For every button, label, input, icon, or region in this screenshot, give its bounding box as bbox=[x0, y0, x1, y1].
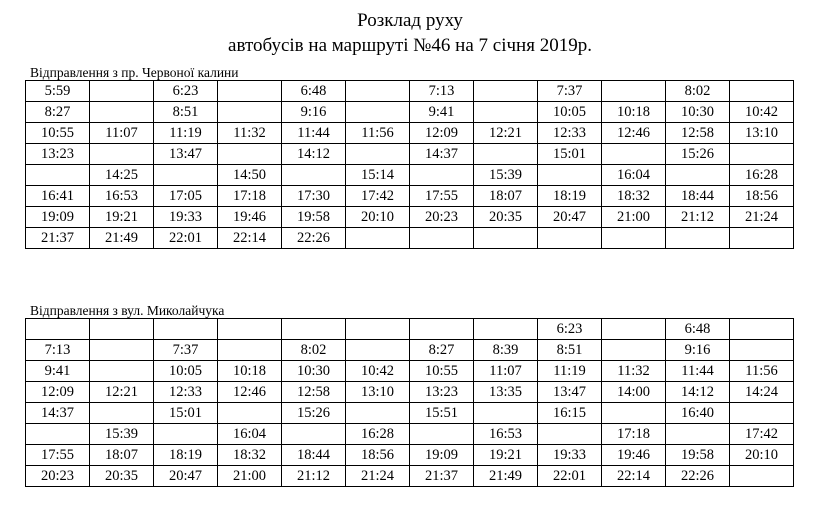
time-cell bbox=[730, 403, 794, 424]
time-cell: 13:47 bbox=[538, 382, 602, 403]
time-cell: 20:23 bbox=[26, 466, 90, 487]
time-cell: 12:33 bbox=[154, 382, 218, 403]
time-cell bbox=[90, 319, 154, 340]
time-cell: 21:12 bbox=[666, 207, 730, 228]
time-cell: 8:27 bbox=[410, 340, 474, 361]
time-cell: 17:18 bbox=[602, 424, 666, 445]
time-cell: 18:56 bbox=[346, 445, 410, 466]
time-cell: 12:46 bbox=[602, 123, 666, 144]
table-row bbox=[26, 424, 794, 445]
table-row bbox=[26, 102, 794, 123]
time-cell: 6:23 bbox=[154, 81, 218, 102]
table-row bbox=[26, 228, 794, 249]
time-cell bbox=[410, 319, 474, 340]
time-cell bbox=[26, 424, 90, 445]
table-row bbox=[26, 340, 794, 361]
time-cell: 18:44 bbox=[282, 445, 346, 466]
table-row bbox=[26, 403, 794, 424]
time-cell: 15:39 bbox=[474, 165, 538, 186]
table-row bbox=[26, 466, 794, 487]
time-cell: 20:10 bbox=[346, 207, 410, 228]
time-cell bbox=[474, 81, 538, 102]
time-cell: 13:47 bbox=[154, 144, 218, 165]
time-cell: 10:18 bbox=[218, 361, 282, 382]
time-cell: 22:01 bbox=[154, 228, 218, 249]
time-cell bbox=[154, 319, 218, 340]
time-cell: 21:00 bbox=[602, 207, 666, 228]
table-row bbox=[26, 361, 794, 382]
time-cell bbox=[218, 81, 282, 102]
time-cell: 15:51 bbox=[410, 403, 474, 424]
time-cell: 12:33 bbox=[538, 123, 602, 144]
time-cell bbox=[346, 340, 410, 361]
time-cell: 17:42 bbox=[346, 186, 410, 207]
time-cell: 8:02 bbox=[666, 81, 730, 102]
time-cell: 11:19 bbox=[538, 361, 602, 382]
time-cell: 11:07 bbox=[90, 123, 154, 144]
time-cell bbox=[730, 144, 794, 165]
time-cell: 20:10 bbox=[730, 445, 794, 466]
time-cell bbox=[730, 228, 794, 249]
time-cell: 19:33 bbox=[154, 207, 218, 228]
time-cell: 12:58 bbox=[666, 123, 730, 144]
time-cell bbox=[90, 340, 154, 361]
time-cell bbox=[730, 81, 794, 102]
time-cell bbox=[346, 319, 410, 340]
time-cell bbox=[538, 228, 602, 249]
time-cell: 11:07 bbox=[474, 361, 538, 382]
table-row bbox=[26, 144, 794, 165]
time-cell bbox=[218, 403, 282, 424]
time-cell: 16:53 bbox=[90, 186, 154, 207]
time-cell: 14:25 bbox=[90, 165, 154, 186]
time-cell: 10:05 bbox=[154, 361, 218, 382]
section-label-1: Відправлення з пр. Червоної калини bbox=[30, 65, 239, 80]
time-cell bbox=[602, 228, 666, 249]
time-cell bbox=[282, 319, 346, 340]
time-cell: 15:39 bbox=[90, 424, 154, 445]
time-cell: 20:23 bbox=[410, 207, 474, 228]
time-cell bbox=[346, 81, 410, 102]
time-cell bbox=[218, 319, 282, 340]
time-cell: 7:13 bbox=[410, 81, 474, 102]
time-cell bbox=[730, 319, 794, 340]
time-cell bbox=[474, 102, 538, 123]
time-cell: 12:58 bbox=[282, 382, 346, 403]
time-cell: 19:09 bbox=[26, 207, 90, 228]
time-cell: 14:00 bbox=[602, 382, 666, 403]
time-cell: 6:48 bbox=[666, 319, 730, 340]
time-cell bbox=[90, 361, 154, 382]
table-row bbox=[26, 123, 794, 144]
time-cell: 9:41 bbox=[410, 102, 474, 123]
time-cell: 21:12 bbox=[282, 466, 346, 487]
time-cell: 9:41 bbox=[26, 361, 90, 382]
time-cell bbox=[666, 228, 730, 249]
table-row bbox=[26, 165, 794, 186]
time-cell: 12:09 bbox=[26, 382, 90, 403]
time-cell: 10:42 bbox=[346, 361, 410, 382]
time-cell: 11:44 bbox=[666, 361, 730, 382]
time-cell: 16:04 bbox=[218, 424, 282, 445]
time-cell: 20:47 bbox=[154, 466, 218, 487]
time-cell: 13:35 bbox=[474, 382, 538, 403]
time-cell: 13:10 bbox=[346, 382, 410, 403]
time-cell: 17:30 bbox=[282, 186, 346, 207]
time-cell bbox=[666, 165, 730, 186]
time-cell: 8:39 bbox=[474, 340, 538, 361]
time-cell: 22:26 bbox=[282, 228, 346, 249]
time-cell bbox=[154, 165, 218, 186]
time-cell bbox=[666, 424, 730, 445]
time-cell: 14:37 bbox=[26, 403, 90, 424]
time-cell: 17:55 bbox=[26, 445, 90, 466]
title-line-1: Розклад руху bbox=[357, 10, 463, 31]
time-cell: 8:02 bbox=[282, 340, 346, 361]
time-cell: 15:14 bbox=[346, 165, 410, 186]
table-row bbox=[26, 186, 794, 207]
time-cell bbox=[90, 403, 154, 424]
time-cell: 6:23 bbox=[538, 319, 602, 340]
time-cell: 21:37 bbox=[26, 228, 90, 249]
time-cell bbox=[538, 165, 602, 186]
time-cell bbox=[474, 403, 538, 424]
time-cell: 17:18 bbox=[218, 186, 282, 207]
time-cell: 22:14 bbox=[218, 228, 282, 249]
time-cell: 7:37 bbox=[154, 340, 218, 361]
time-cell: 14:24 bbox=[730, 382, 794, 403]
schedule-table-1 bbox=[25, 80, 794, 249]
time-cell bbox=[26, 319, 90, 340]
table-row bbox=[26, 382, 794, 403]
time-cell: 20:35 bbox=[90, 466, 154, 487]
time-cell bbox=[90, 81, 154, 102]
time-cell: 9:16 bbox=[666, 340, 730, 361]
time-cell: 21:00 bbox=[218, 466, 282, 487]
table-row bbox=[26, 319, 794, 340]
time-cell: 12:21 bbox=[474, 123, 538, 144]
table-row bbox=[26, 81, 794, 102]
time-cell: 19:46 bbox=[602, 445, 666, 466]
time-cell: 7:37 bbox=[538, 81, 602, 102]
time-cell: 13:10 bbox=[730, 123, 794, 144]
time-cell: 11:56 bbox=[346, 123, 410, 144]
time-cell: 19:21 bbox=[474, 445, 538, 466]
time-cell: 22:26 bbox=[666, 466, 730, 487]
time-cell bbox=[90, 144, 154, 165]
time-cell: 16:53 bbox=[474, 424, 538, 445]
time-cell: 16:04 bbox=[602, 165, 666, 186]
time-cell: 16:41 bbox=[26, 186, 90, 207]
time-cell bbox=[346, 102, 410, 123]
time-cell: 16:15 bbox=[538, 403, 602, 424]
time-cell: 18:32 bbox=[218, 445, 282, 466]
time-cell bbox=[218, 102, 282, 123]
time-cell: 8:51 bbox=[538, 340, 602, 361]
time-cell: 13:23 bbox=[26, 144, 90, 165]
time-cell: 14:50 bbox=[218, 165, 282, 186]
time-cell bbox=[602, 81, 666, 102]
time-cell: 16:28 bbox=[730, 165, 794, 186]
time-cell: 21:24 bbox=[346, 466, 410, 487]
time-cell bbox=[346, 144, 410, 165]
time-cell: 17:05 bbox=[154, 186, 218, 207]
time-cell bbox=[730, 466, 794, 487]
time-cell: 14:12 bbox=[666, 382, 730, 403]
time-cell bbox=[282, 424, 346, 445]
time-cell bbox=[730, 340, 794, 361]
time-cell bbox=[26, 165, 90, 186]
page-title bbox=[0, 8, 820, 58]
time-cell bbox=[474, 144, 538, 165]
time-cell: 8:27 bbox=[26, 102, 90, 123]
time-cell: 8:51 bbox=[154, 102, 218, 123]
time-cell bbox=[410, 228, 474, 249]
time-cell: 15:01 bbox=[538, 144, 602, 165]
time-cell bbox=[218, 340, 282, 361]
time-cell: 11:56 bbox=[730, 361, 794, 382]
time-cell: 18:07 bbox=[474, 186, 538, 207]
time-cell: 18:44 bbox=[666, 186, 730, 207]
time-cell: 5:59 bbox=[26, 81, 90, 102]
time-cell: 10:30 bbox=[666, 102, 730, 123]
time-cell: 14:12 bbox=[282, 144, 346, 165]
time-cell: 18:32 bbox=[602, 186, 666, 207]
table-row bbox=[26, 445, 794, 466]
section-label-2: Відправлення з вул. Миколайчука bbox=[30, 303, 225, 318]
time-cell: 18:07 bbox=[90, 445, 154, 466]
time-cell bbox=[538, 424, 602, 445]
time-cell bbox=[602, 403, 666, 424]
time-cell: 11:19 bbox=[154, 123, 218, 144]
time-cell: 18:19 bbox=[538, 186, 602, 207]
time-cell bbox=[474, 319, 538, 340]
time-cell: 22:01 bbox=[538, 466, 602, 487]
time-cell: 22:14 bbox=[602, 466, 666, 487]
time-cell: 17:42 bbox=[730, 424, 794, 445]
time-cell: 10:05 bbox=[538, 102, 602, 123]
time-cell: 16:28 bbox=[346, 424, 410, 445]
time-cell bbox=[602, 319, 666, 340]
time-cell: 17:55 bbox=[410, 186, 474, 207]
time-cell: 10:55 bbox=[26, 123, 90, 144]
time-cell: 20:35 bbox=[474, 207, 538, 228]
time-cell: 10:42 bbox=[730, 102, 794, 123]
time-cell: 21:37 bbox=[410, 466, 474, 487]
time-cell: 13:23 bbox=[410, 382, 474, 403]
time-cell: 18:19 bbox=[154, 445, 218, 466]
time-cell bbox=[154, 424, 218, 445]
time-cell: 19:58 bbox=[282, 207, 346, 228]
time-cell: 10:55 bbox=[410, 361, 474, 382]
time-cell: 21:49 bbox=[90, 228, 154, 249]
time-cell bbox=[346, 228, 410, 249]
time-cell: 14:37 bbox=[410, 144, 474, 165]
time-cell: 15:26 bbox=[282, 403, 346, 424]
time-cell: 18:56 bbox=[730, 186, 794, 207]
time-cell: 9:16 bbox=[282, 102, 346, 123]
time-cell: 21:24 bbox=[730, 207, 794, 228]
time-cell bbox=[410, 424, 474, 445]
time-cell bbox=[282, 165, 346, 186]
table-row bbox=[26, 207, 794, 228]
time-cell: 12:46 bbox=[218, 382, 282, 403]
time-cell bbox=[218, 144, 282, 165]
time-cell: 20:47 bbox=[538, 207, 602, 228]
time-cell: 19:09 bbox=[410, 445, 474, 466]
time-cell: 11:32 bbox=[602, 361, 666, 382]
time-cell: 10:30 bbox=[282, 361, 346, 382]
time-cell: 11:32 bbox=[218, 123, 282, 144]
time-cell: 19:33 bbox=[538, 445, 602, 466]
time-cell: 10:18 bbox=[602, 102, 666, 123]
title-line-2: автобусів на маршруті №46 на 7 січня 2019р. bbox=[228, 35, 592, 56]
time-cell: 19:46 bbox=[218, 207, 282, 228]
time-cell bbox=[410, 165, 474, 186]
time-cell: 19:21 bbox=[90, 207, 154, 228]
time-cell: 15:26 bbox=[666, 144, 730, 165]
time-cell: 11:44 bbox=[282, 123, 346, 144]
time-cell bbox=[602, 144, 666, 165]
time-cell bbox=[346, 403, 410, 424]
time-cell: 12:21 bbox=[90, 382, 154, 403]
time-cell bbox=[90, 102, 154, 123]
time-cell: 15:01 bbox=[154, 403, 218, 424]
time-cell: 6:48 bbox=[282, 81, 346, 102]
time-cell: 12:09 bbox=[410, 123, 474, 144]
time-cell bbox=[602, 340, 666, 361]
time-cell bbox=[474, 228, 538, 249]
schedule-table-2 bbox=[25, 318, 794, 487]
time-cell: 16:40 bbox=[666, 403, 730, 424]
time-cell: 21:49 bbox=[474, 466, 538, 487]
time-cell: 7:13 bbox=[26, 340, 90, 361]
time-cell: 19:58 bbox=[666, 445, 730, 466]
